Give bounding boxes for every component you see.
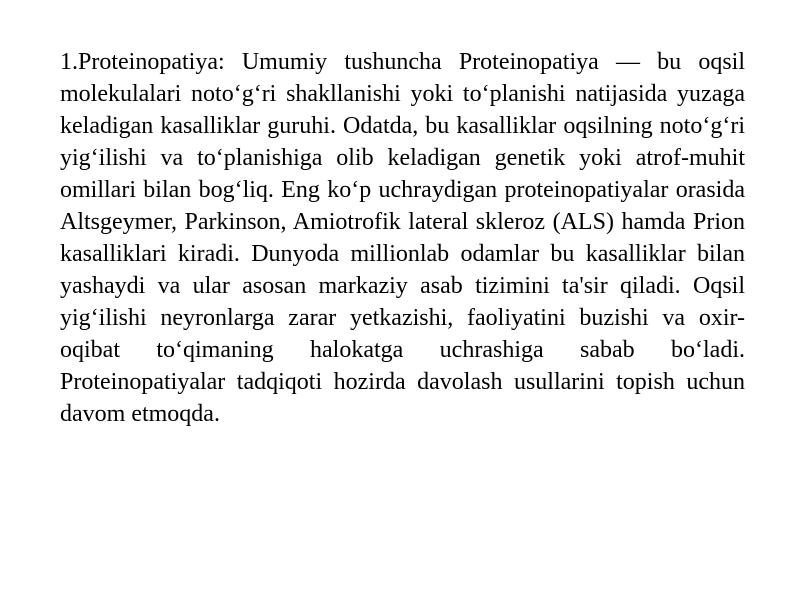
body-paragraph: 1.Proteinopatiya: Umumiy tushuncha Proteinopatiya — bu oqsil molekulalari noto‘g‘ri shakllanishi yoki to‘planishi natijasida yuzaga keladigan kasalliklar guruhi. Odatda, bu kasalliklar oqsilning noto‘g‘ri yig‘ilishi va to‘planishiga olib keladigan genetik yoki atrof-muhit omillari bilan bog‘liq. Eng ko‘p uchraydigan proteinopatiyalar orasida Altsgeymer, Parkinson, Amiotrofik lateral skleroz (ALS) hamda Prion kasalliklari kiradi. Dunyoda millionlab odamlar bu kasalliklar bilan yashaydi va ular asosan markaziy asab tizimini ta'sir qiladi. Oqsil yig‘ilishi neyronlarga zarar yetkazishi, faoliyatini buzishi va oxir-oqibat to‘qimaning halokatga uchrashiga sabab bo‘ladi. Proteinopatiyalar tadqiqoti hozirda davolash usullarini topish uchun davom etmoqda. — [60, 49, 745, 427]
